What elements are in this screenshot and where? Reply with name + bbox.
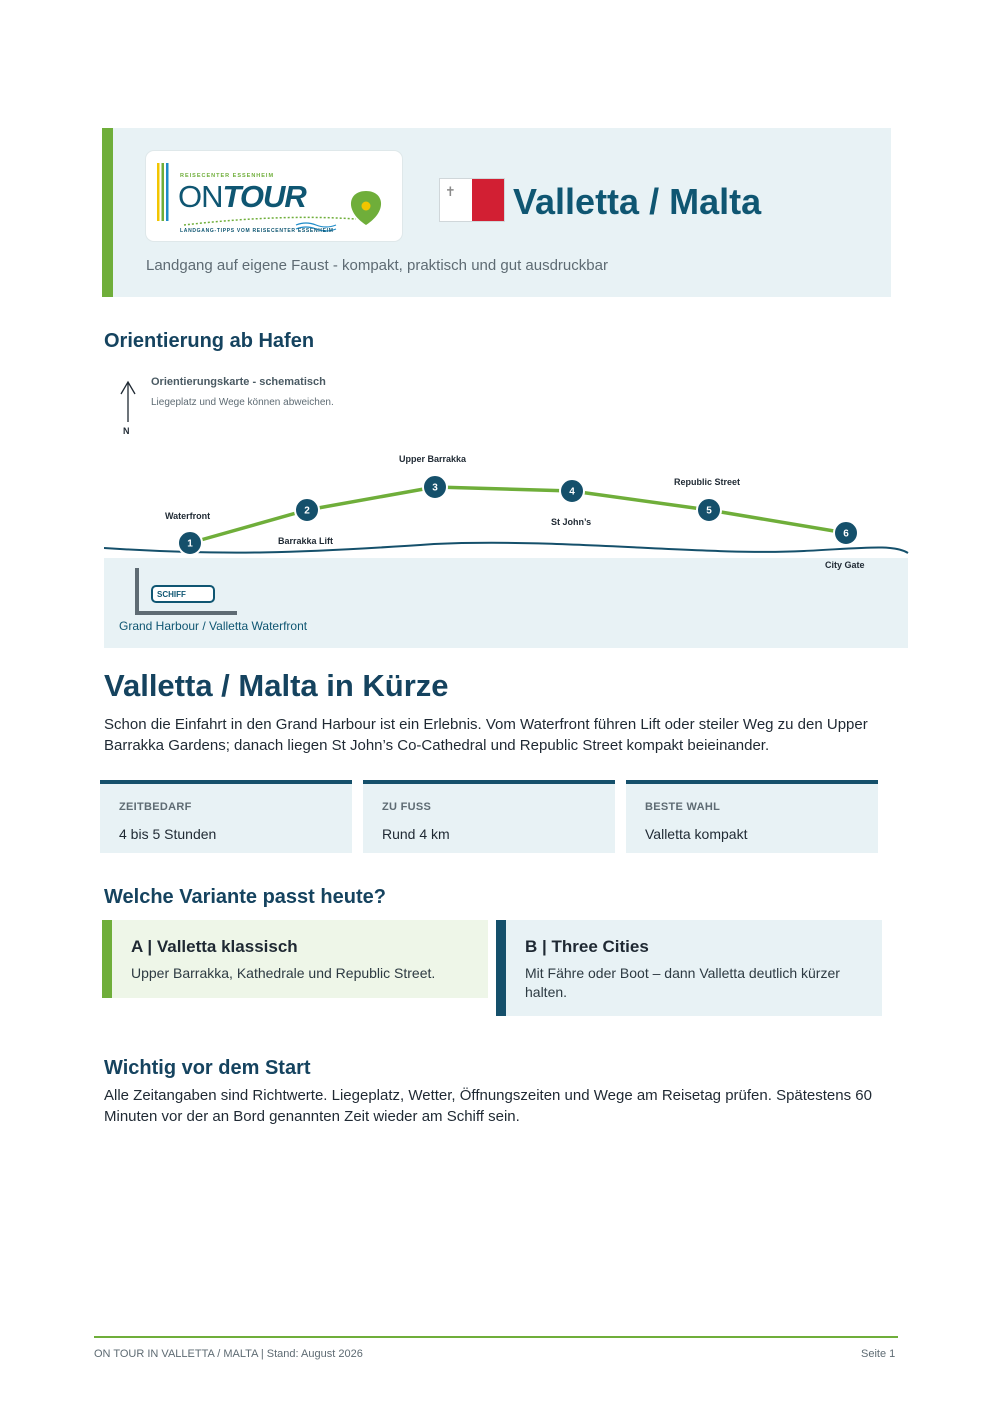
orientation-map — [104, 370, 910, 630]
footer-left-text: ON TOUR IN VALLETTA / MALTA | Stand: August 2026 — [94, 1348, 363, 1360]
notice-text: Alle Zeitangaben sind Richtwerte. Liegeplatz, Wetter, Öffnungszeiten und Wege am Reisetag prüfen. Spätestens 60 Minuten vor der an Bord genannten Zeit wieder am Schiff sein. — [104, 1087, 872, 1125]
stop-label-2: Barrakka Lift — [278, 536, 334, 546]
logo-tagline: LANDGANG-TIPPS VOM REISECENTER ESSENHEIM — [180, 228, 334, 234]
card-label: ZU FUSS — [382, 801, 432, 813]
logo-stripes-icon — [155, 161, 171, 223]
stop-label-5: Republic Street — [674, 477, 741, 487]
info-card-best — [626, 780, 878, 853]
map-title: Orientierungskarte - schematisch — [151, 376, 326, 388]
logo-on-text: ON — [178, 179, 223, 214]
route-stop-number: 5 — [706, 505, 712, 517]
variant-b-text: Mit Fähre oder Boot – dann Valletta deutlich kürzer halten. — [525, 965, 840, 1000]
walking-route — [190, 487, 846, 543]
notice-heading: Wichtig vor dem Start — [104, 1057, 311, 1079]
card-value: 4 bis 5 Stunden — [119, 826, 217, 842]
variant-a-text: Upper Barrakka, Kathedrale und Republic Street. — [131, 965, 436, 981]
route-stop-number: 3 — [432, 482, 438, 494]
page-number: Seite 1 — [861, 1348, 896, 1360]
harbour-label: Grand Harbour / Valletta Waterfront — [119, 619, 308, 633]
variant-b-card — [496, 920, 882, 1016]
summary-intro: Schon die Einfahrt in den Grand Harbour ist ein Erlebnis. Vom Waterfront führen Lift oder steiler Weg zu den Upper Barrakka Gardens; danach liegen St John’s Co-Cathedral und Republic Street kompakt beieinander. — [104, 716, 868, 754]
flag-red-half — [472, 179, 504, 221]
orientation-heading: Orientierung ab Hafen — [104, 330, 315, 352]
page-subtitle: Landgang auf eigene Faust - kompakt, praktisch und gut ausdruckbar — [146, 257, 608, 274]
card-label: BESTE WAHL — [645, 801, 721, 813]
card-label: ZEITBEDARF — [119, 801, 192, 813]
on-tour-logo — [146, 151, 402, 241]
header-panel — [102, 128, 891, 297]
variant-b-title: B | Three Cities — [525, 937, 649, 956]
card-value: Rund 4 km — [382, 826, 450, 842]
logo-top-text: REISECENTER ESSENHEIM — [180, 173, 275, 179]
summary-heading: Valletta / Malta in Kürze — [104, 668, 449, 703]
variant-a-card — [102, 920, 488, 998]
stop-label-1: Waterfront — [165, 511, 211, 521]
map-note: Liegeplatz und Wege können abweichen. — [151, 397, 334, 408]
stop-label-3: Upper Barrakka — [399, 454, 467, 464]
page-title: Valletta / Malta — [513, 181, 762, 222]
north-label: N — [123, 426, 130, 436]
header-accent-bar — [102, 128, 113, 297]
stop-label-6: City Gate — [825, 560, 865, 570]
card-value: Valletta kompakt — [645, 826, 748, 842]
info-card-walk — [363, 780, 615, 853]
info-card-time — [100, 780, 352, 853]
footer-divider — [94, 1336, 898, 1338]
george-cross-icon: ✝ — [445, 184, 456, 199]
stop-label-4: St John’s — [551, 517, 592, 527]
variants-heading: Welche Variante passt heute? — [104, 886, 386, 908]
route-stop-number: 4 — [569, 486, 575, 498]
route-stop-number: 1 — [187, 538, 193, 550]
route-stop-number: 6 — [843, 528, 849, 540]
north-arrow-icon — [121, 382, 135, 422]
malta-flag-icon — [439, 178, 505, 222]
ship-badge: SCHIFF — [151, 585, 215, 603]
route-stop-number: 2 — [304, 505, 310, 517]
variant-a-title: A | Valletta klassisch — [131, 937, 298, 956]
logo-tour-text: TOUR — [222, 179, 306, 214]
coastline — [104, 543, 908, 553]
